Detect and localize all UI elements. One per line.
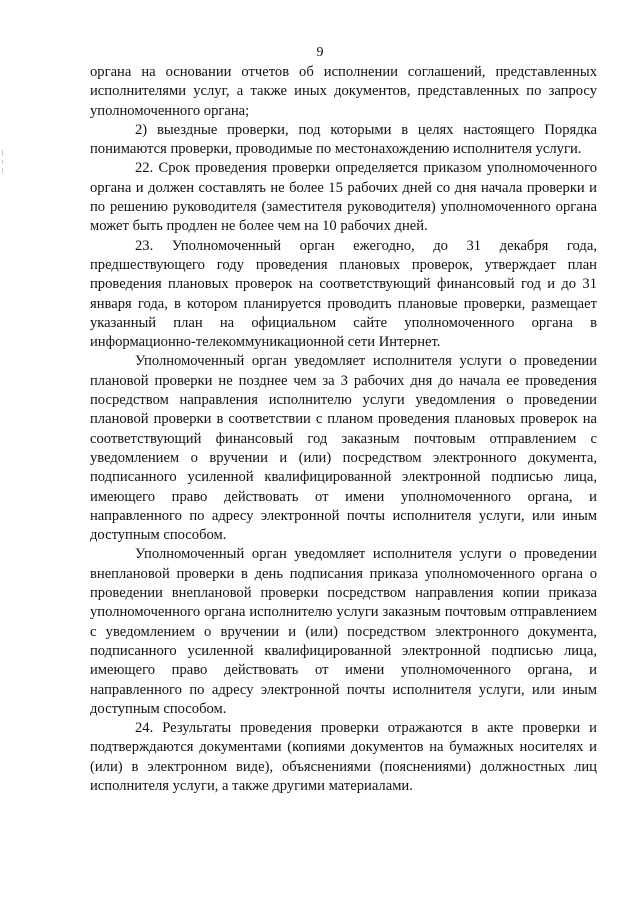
paragraph-item-2: 2) выездные проверки, под которыми в целях настоящего Порядка понимаются проверки, проводимые по местонахождению исполнителя услуги.	[90, 121, 597, 158]
paragraph-unplanned-notice: Уполномоченный орган уведомляет исполнителя услуги о проведении внеплановой проверки в день подписания приказа уполномоченного органа о проведении внеплановой проверки посредством направления копии приказа уполномоченного органа исполнителю услуги заказным почтовым отправлением с уведомлением о вручении и (или) посредством электронного документа, подписанного усиленной квалифицированной электронной подписью лица, имеющего право действовать от имени уполномоченного органа, и направленного по адресу электронной почты исполнителя услуги, или иным доступным способом.	[90, 546, 597, 717]
paragraph-continuation: органа на основании отчетов об исполнении соглашений, представленных исполнителями услуг, а также иных документов, представленных по запросу уполномоченного органа;	[90, 64, 597, 119]
page-number: 9	[316, 45, 324, 60]
margin-scan-marks	[2, 150, 8, 173]
paragraph-23: 23. Уполномоченный орган ежегодно, до 31 декабря года, предшествующего году проведения плановых проверок, утверждает план проведения плановых проверок на соответствующий финансовый год и до 31 января года, в котором планируется проводить плановые проверки, размещает указанный план на официальном сайте уполномоченного органа в информационно-телекоммуникационной сети Интернет.	[90, 237, 597, 351]
paragraph-planned-notice: Уполномоченный орган уведомляет исполнителя услуги о проведении плановой проверки не позднее чем за 3 рабочих дня до начала ее проведения посредством направления исполнителю услуги уведомления о проведении плановой проверки в соответствии с планом проведения плановых проверок на соответствующий финансовый год заказным почтовым отправлением с уведомлением о вручении и (или) посредством электронного документа, подписанного усиленной квалифицированной электронной подписью лица, имеющего право действовать от имени уполномоченного органа, и направленного по адресу электронной почты исполнителя услуги, или иным доступным способом.	[90, 353, 597, 544]
paragraph-24: 24. Результаты проведения проверки отражаются в акте проверки и подтверждаются документами (копиями документов на бумажных носителях и (или) в электронном виде), объяснениями (пояснениями) должностных лиц исполнителя услуги, а также другими материалами.	[90, 720, 597, 794]
paragraph-22: 22. Срок проведения проверки определяется приказом уполномоченного органа и должен составлять не более 15 рабочих дней со дня начала проверки и по решению руководителя (заместителя руководителя) уполномоченного органа может быть продлен не более чем на 10 рабочих дней.	[90, 160, 597, 235]
document-body	[90, 63, 597, 796]
